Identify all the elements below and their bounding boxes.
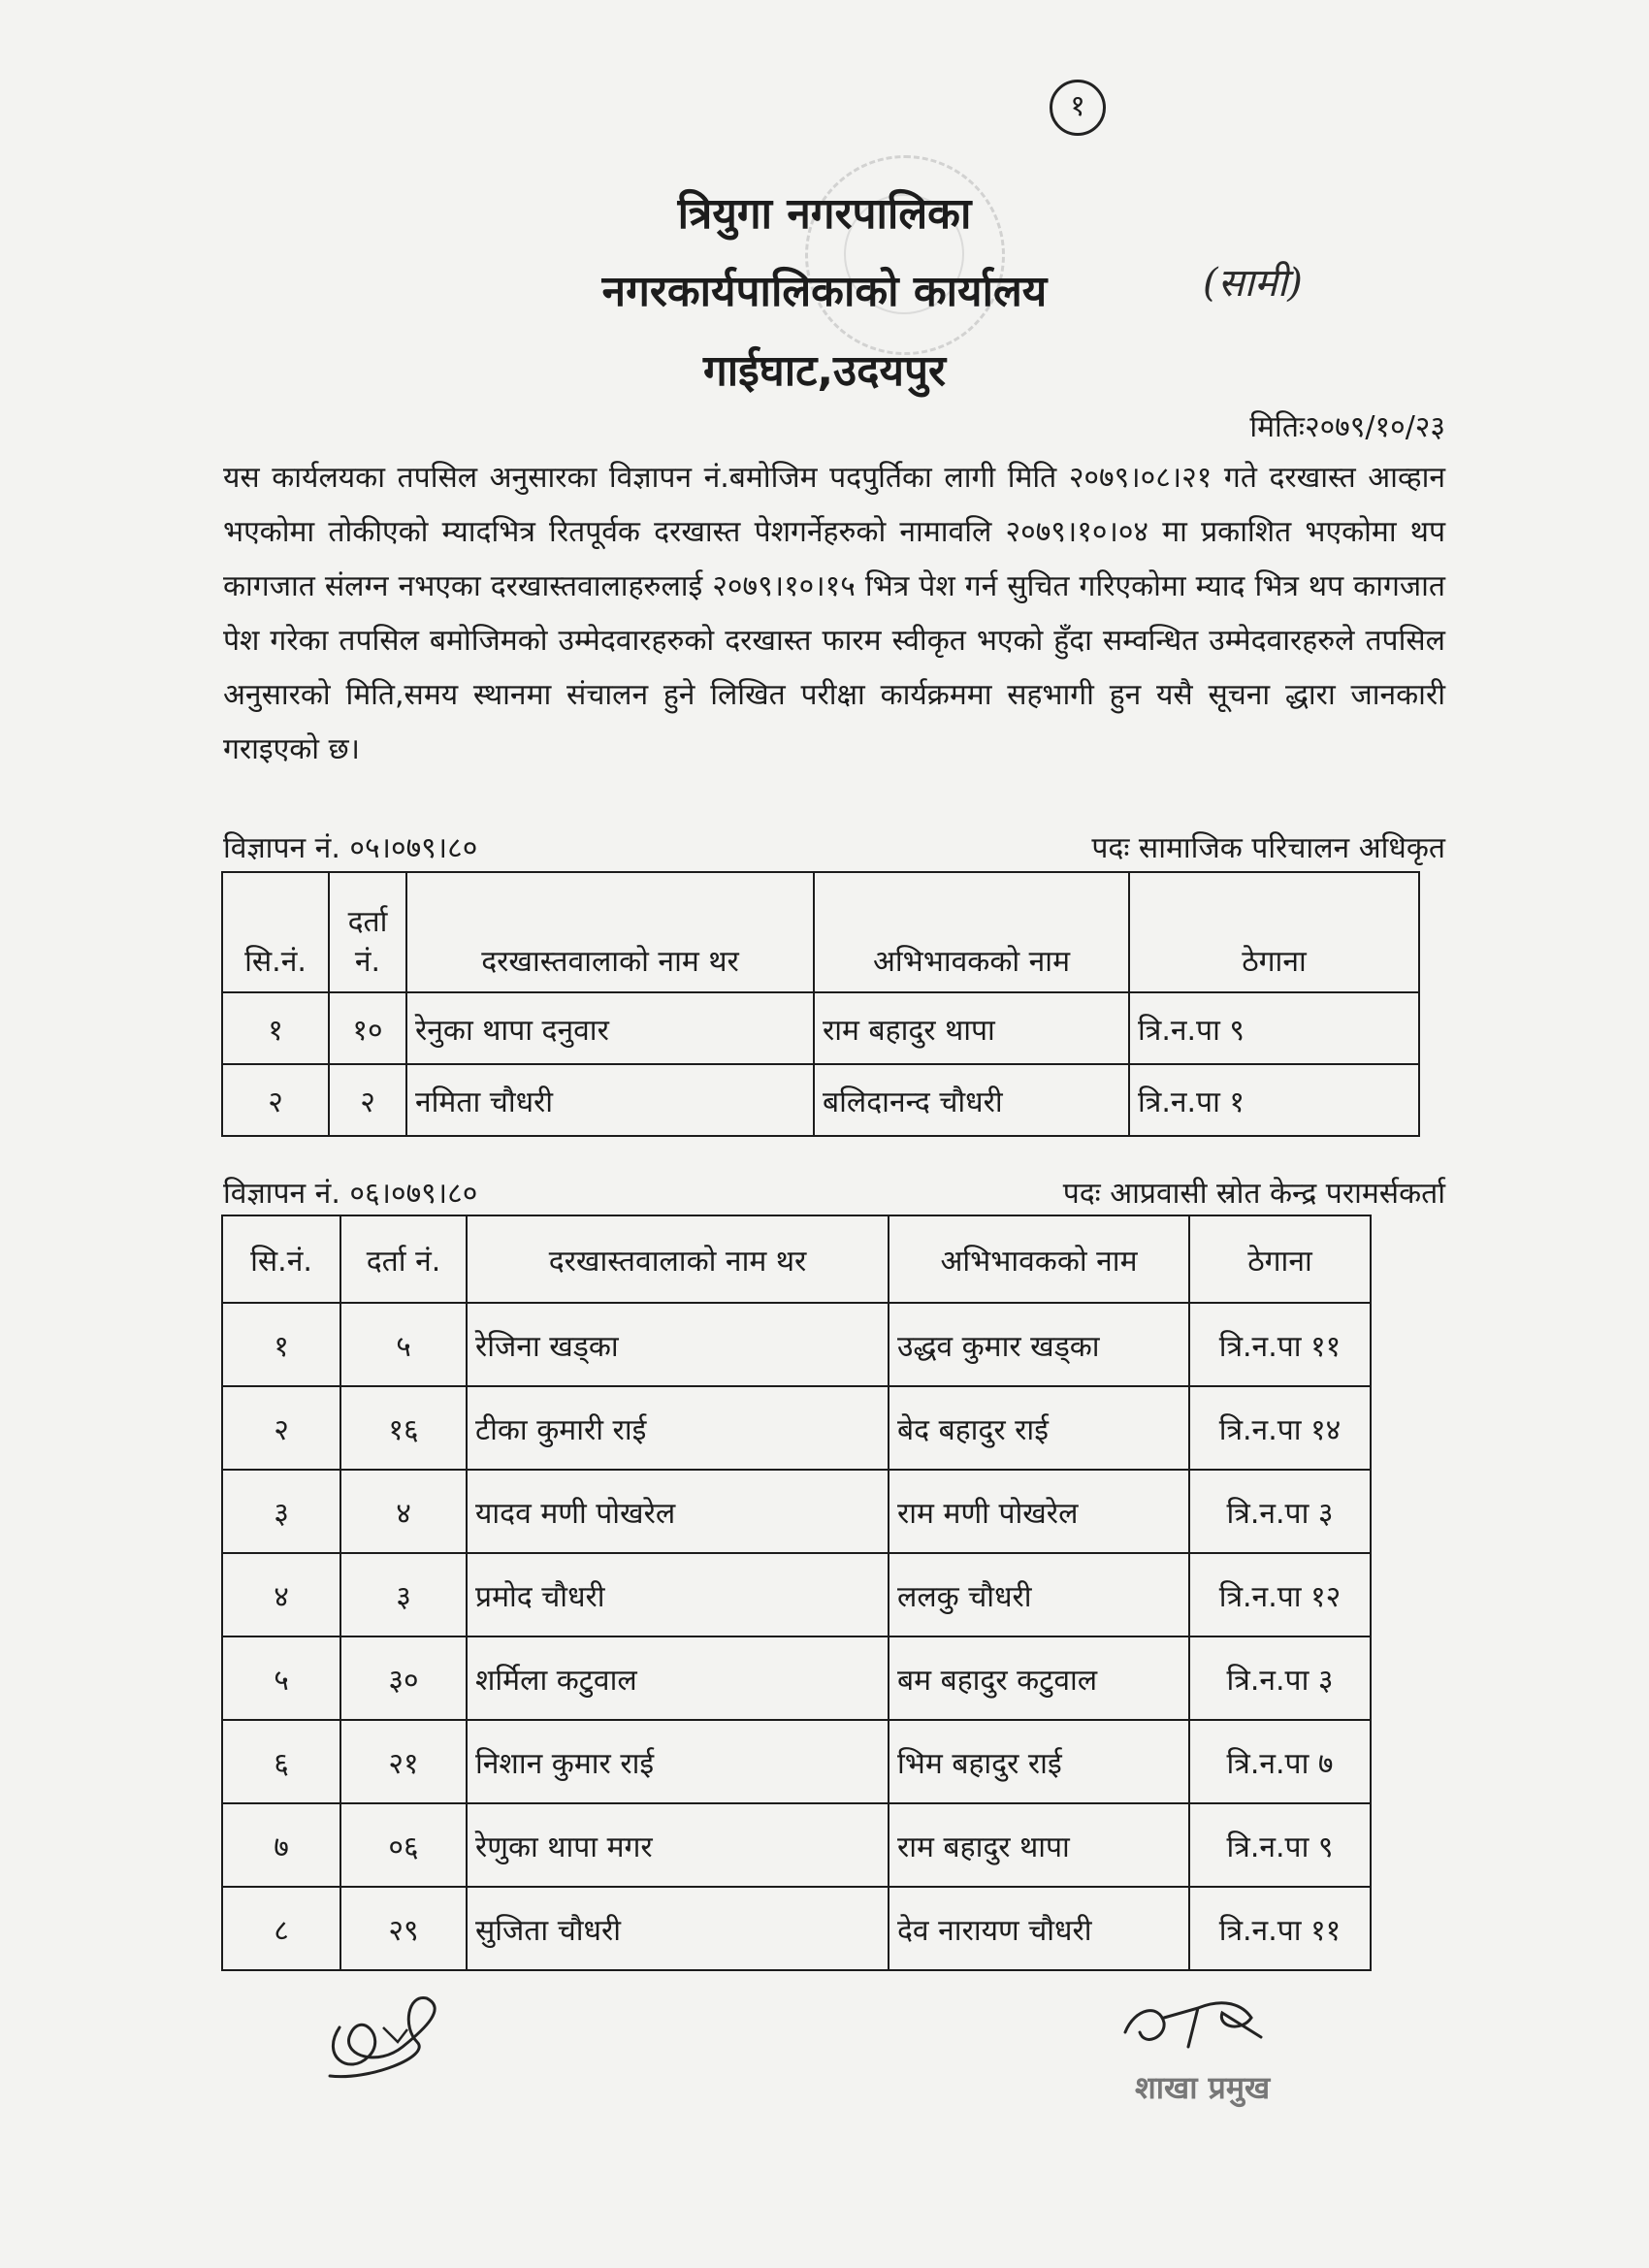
table-row [222,992,1419,1064]
serial-cell: ४ [222,1553,340,1636]
registration-cell: ३० [340,1636,467,1720]
notice-paragraph: यस कार्यलयका तपसिल अनुसारका विज्ञापन नं.बमोजिम पदपुर्तिका लागी मिति २०७९।०८।२१ गते दरखास्त आव्हान भएकोमा तोकीएको म्यादभित्र रितपूर्वक दरखास्त पेशगर्नेहरुको नामावलि २०७९।१०।०४ मा प्रकाशित भएकोमा थप कागजात संलग्न नभएका दरखास्तवालाहरुलाई २०७९।१०।१५ भित्र पेश गर्न सुचित गरिएकोमा म्याद भित्र थप कागजात पेश गरेका तपसिल बमोजिमको उम्मेदवारहरुको दरखास्त फारम स्वीकृत भएको हुँदा सम्वन्धित उम्मेदवारहरुले तपसिल अनुसारको मिति,समय स्थानमा संचालन हुने लिखित परीक्षा कार्यक्रममा सहभागी हुन यसै सूचना द्धारा जानकारी गराइएको छ। [223,461,1445,766]
section2-heading [223,1172,1445,1212]
column-header: सि.नं. [222,872,329,992]
column-header: सि.नं. [222,1215,340,1303]
registration-cell: २१ [340,1720,467,1803]
table-row [222,1720,1371,1803]
serial-cell: ६ [222,1720,340,1803]
serial-cell: ८ [222,1887,340,1970]
registration-cell: ४ [340,1470,467,1553]
address-cell: त्रि.न.पा ११ [1189,1887,1371,1970]
guardian-name-cell: राम बहादुर थापा [889,1803,1189,1887]
guardian-name-cell: देव नारायण चौधरी [889,1887,1189,1970]
applicant-name-cell: रेनुका थापा दनुवार [406,992,814,1064]
guardian-name-cell: बेद बहादुर राई [889,1386,1189,1470]
applicant-name-cell: शर्मिला कटुवाल [467,1636,889,1720]
column-header: दर्ता नं. [340,1215,467,1303]
table-row [222,1553,1371,1636]
applicant-name-cell: रेणुका थापा मगर [467,1803,889,1887]
applicant-name-cell: यादव मणी पोखरेल [467,1470,889,1553]
registration-cell: २९ [340,1887,467,1970]
column-header: अभिभावकको नाम [814,872,1129,992]
column-header: ठेगाना [1189,1215,1371,1303]
table-header-row [222,1215,1371,1303]
serial-cell: ३ [222,1470,340,1553]
guardian-name-cell: बम बहादुर कटुवाल [889,1636,1189,1720]
section1-ad-number: विज्ञापन नं. ०५।०७९।८० [223,831,478,865]
table-row [222,1386,1371,1470]
table-row [222,1887,1371,1970]
serial-cell: २ [222,1064,329,1136]
handwritten-copy-mark: (सामी) [1203,261,1303,306]
guardian-name-cell: राम मणी पोखरेल [889,1470,1189,1553]
table-row [222,1470,1371,1553]
table-header-row [222,872,1419,992]
section1-heading [223,826,1445,866]
registration-cell: ५ [340,1303,467,1386]
serial-cell: २ [222,1386,340,1470]
address-cell: त्रि.न.पा ७ [1189,1720,1371,1803]
applicant-name-cell: रेजिना खड्का [467,1303,889,1386]
serial-cell: १ [222,992,329,1064]
column-header: दर्ता नं. [329,872,406,992]
serial-cell: ७ [222,1803,340,1887]
applicant-name-cell: सुजिता चौधरी [467,1887,889,1970]
right-signature [1106,1979,1280,2066]
applicant-name-cell: नमिता चौधरी [406,1064,814,1136]
address-cell: त्रि.न.पा ११ [1189,1303,1371,1386]
column-header: ठेगाना [1129,872,1419,992]
address-cell: त्रि.न.पा ९ [1129,992,1419,1064]
guardian-name-cell: भिम बहादुर राई [889,1720,1189,1803]
registration-cell: ३ [340,1553,467,1636]
guardian-name-cell: राम बहादुर थापा [814,992,1129,1064]
column-header: दरखास्तवालाको नाम थर [467,1215,889,1303]
table-row [222,1803,1371,1887]
guardian-name-cell: बलिदानन्द चौधरी [814,1064,1129,1136]
section1-table [221,871,1420,1137]
municipality-name: त्रियुगा नगरपालिका [677,189,972,239]
section-chief-stamp: शाखा प्रमुख [1135,2069,1271,2106]
address-cell: त्रि.न.पा ३ [1189,1470,1371,1553]
registration-cell: ०६ [340,1803,467,1887]
table-row [222,1303,1371,1386]
section2-table [221,1215,1372,1971]
registration-cell: १० [329,992,406,1064]
page-number: १ [1050,80,1106,136]
serial-cell: १ [222,1303,340,1386]
applicant-name-cell: टीका कुमारी राई [467,1386,889,1470]
office-address: गाईघाट,उदयपुर [702,346,947,396]
registration-cell: २ [329,1064,406,1136]
guardian-name-cell: ललकु चौधरी [889,1553,1189,1636]
address-cell: त्रि.न.पा १ [1129,1064,1419,1136]
table-row [222,1064,1419,1136]
registration-cell: १६ [340,1386,467,1470]
serial-cell: ५ [222,1636,340,1720]
notice-date: मितिः२०७९/१०/२३ [1249,410,1445,444]
column-header: दरखास्तवालाको नाम थर [406,872,814,992]
address-cell: त्रि.न.पा १२ [1189,1553,1371,1636]
section2-ad-number: विज्ञापन नं. ०६।०७९।८० [223,1177,478,1211]
address-cell: त्रि.न.पा ३ [1189,1636,1371,1720]
address-cell: त्रि.न.पा १४ [1189,1386,1371,1470]
section1-post: पदः सामाजिक परिचालन अधिकृत [1091,831,1445,865]
section2-post: पदः आप्रवासी स्रोत केन्द्र परामर्सकर्ता [1062,1177,1445,1211]
left-signature [310,1969,466,2086]
column-header: अभिभावकको नाम [889,1215,1189,1303]
address-cell: त्रि.न.पा ९ [1189,1803,1371,1887]
guardian-name-cell: उद्धव कुमार खड्का [889,1303,1189,1386]
applicant-name-cell: प्रमोद चौधरी [467,1553,889,1636]
office-name: नगरकार्यपालिकाको कार्यालय [601,267,1048,316]
applicant-name-cell: निशान कुमार राई [467,1720,889,1803]
table-row [222,1636,1371,1720]
